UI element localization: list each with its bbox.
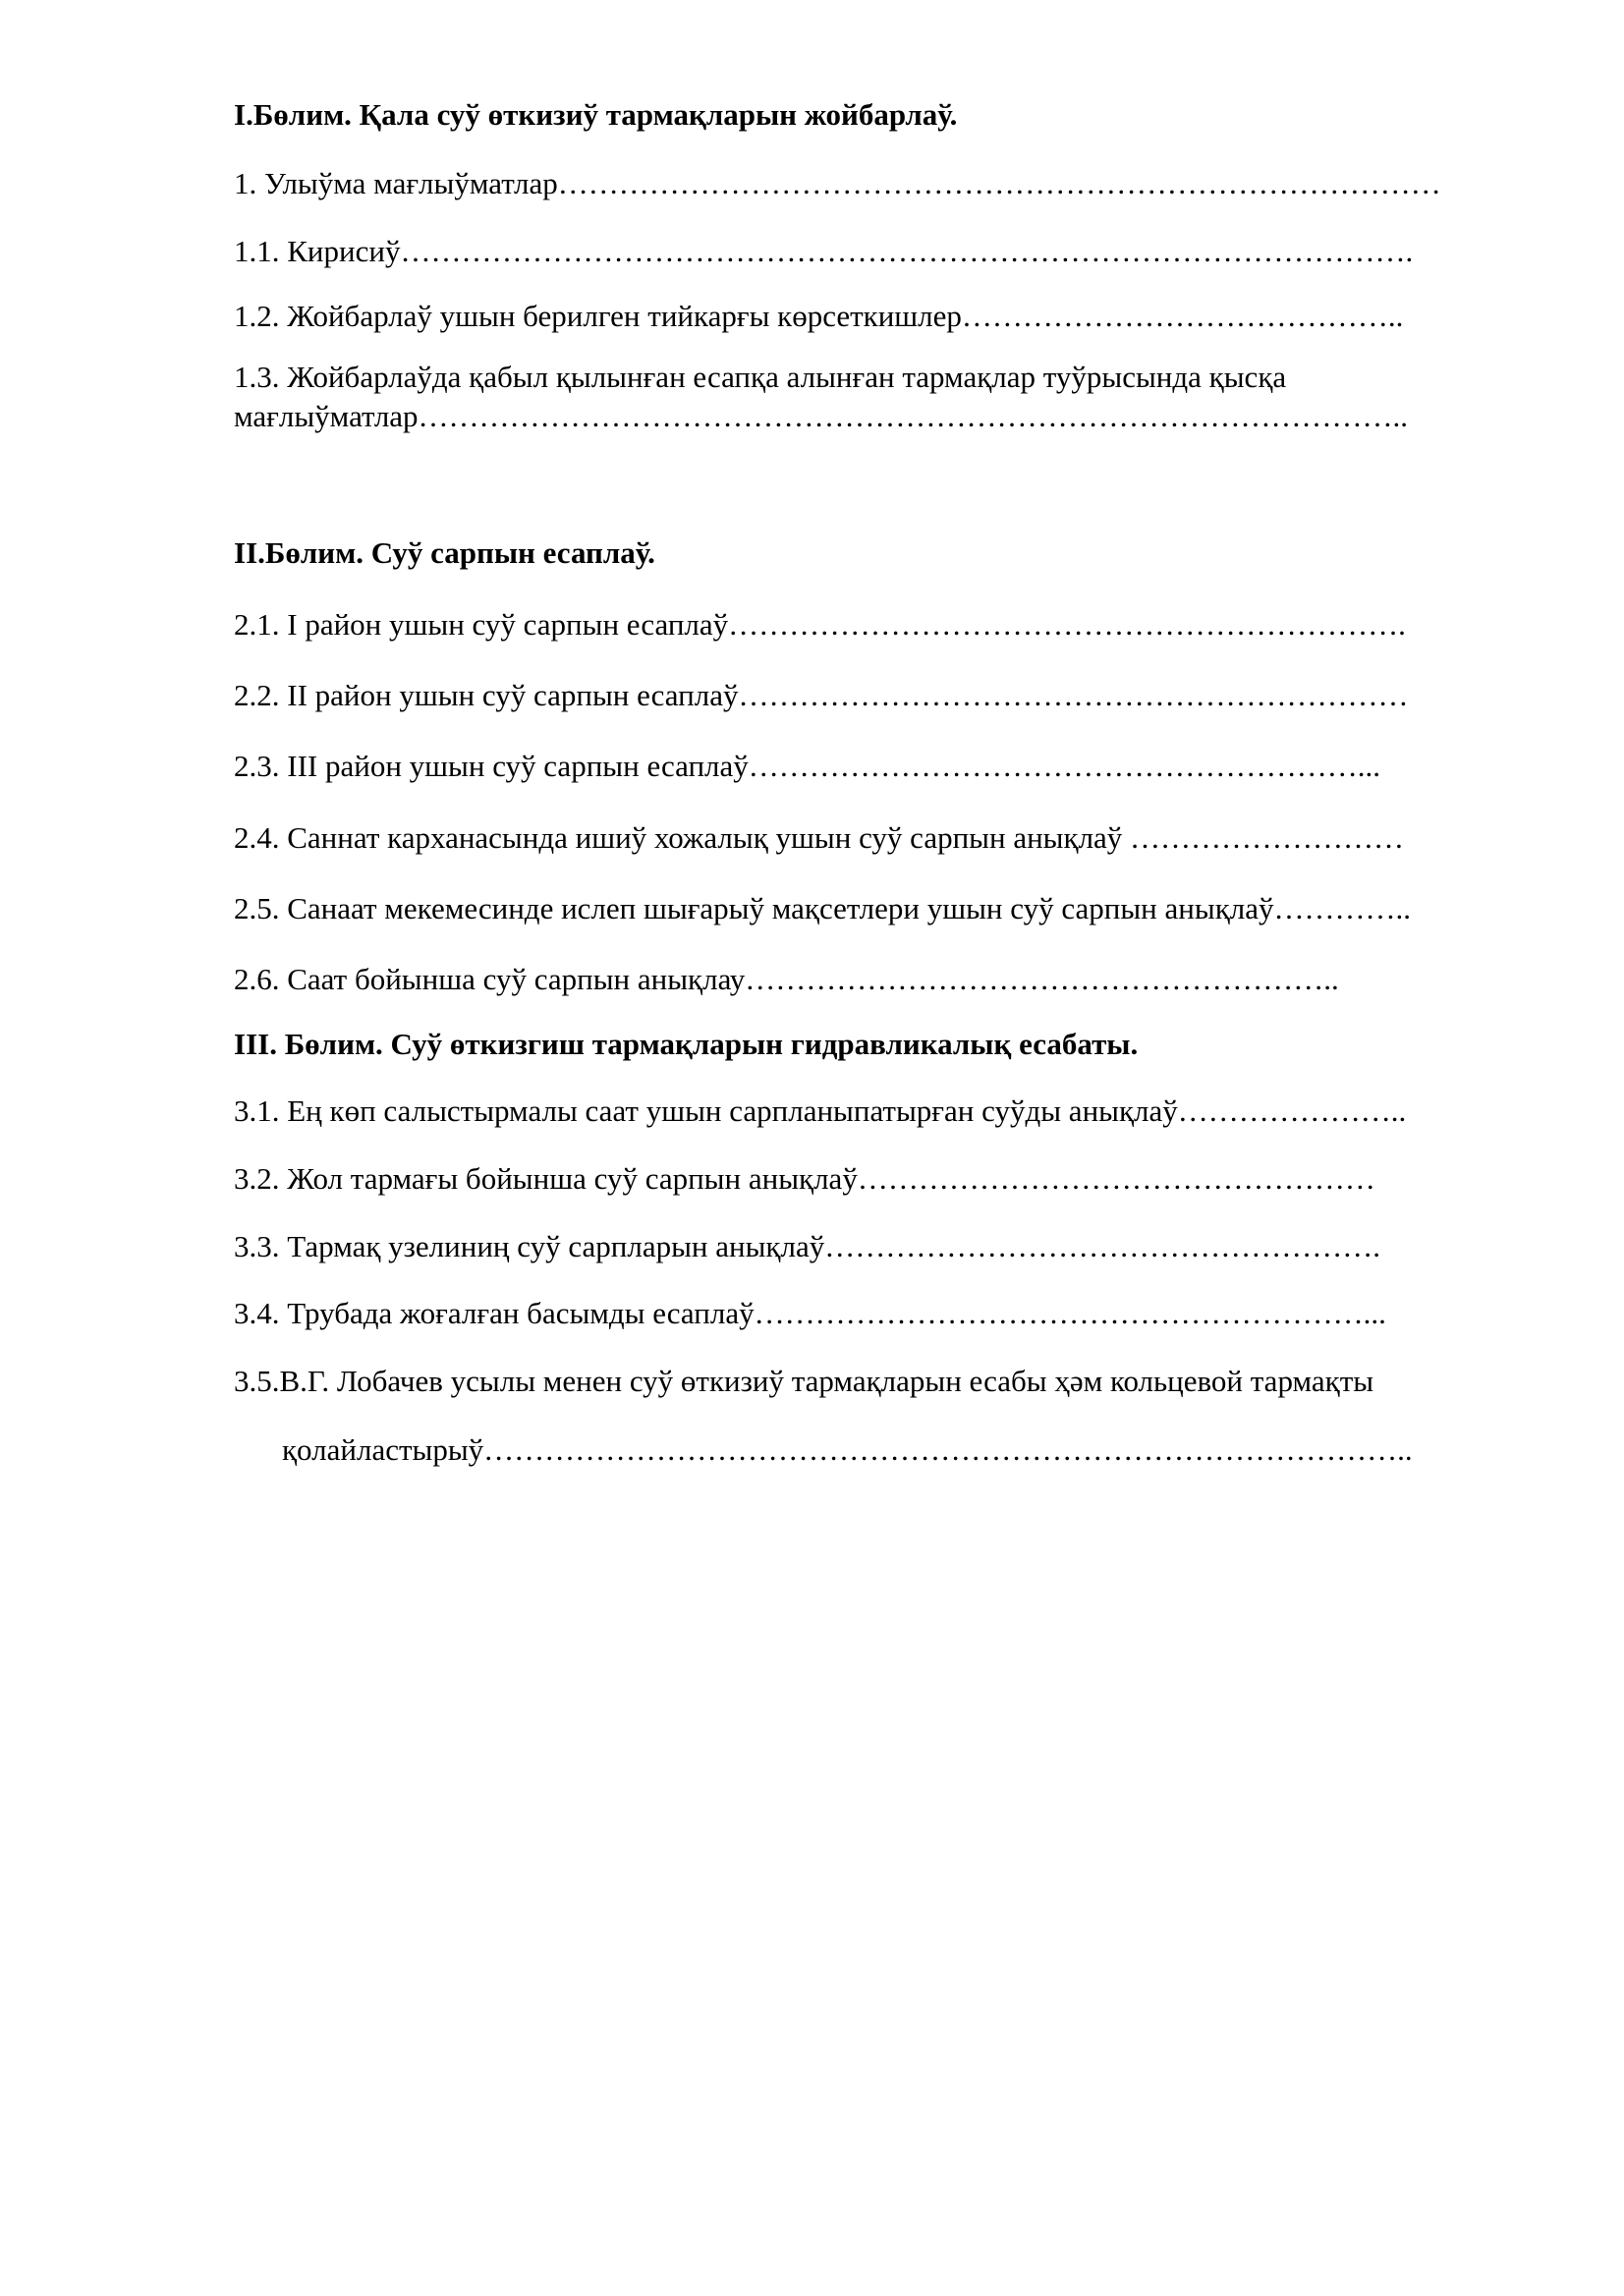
section-3-heading: III. Бөлим. Суў өткизгиш тармақларын гидравликалық есабаты. xyxy=(234,1027,1139,1061)
section-2-heading: II.Бөлим. Суў сарпын есаплаў. xyxy=(234,535,655,570)
toc-item-3-5-line1: 3.5.В.Г. Лобачев усылы менен суў өткизиў тармақларын есабы ҳәм кольцевой тармақты xyxy=(234,1364,1374,1398)
toc-item-3-4: 3.4. Трубада жоғалған басымды есаплаў……………………………………………………... xyxy=(234,1296,1386,1330)
toc-item-2-4: 2.4. Саннат карханасында ишиў хожалық ушын суў сарпын анықлаў ……………………… xyxy=(234,820,1405,855)
toc-item-1-3-line1: 1.3. Жойбарлаўда қабыл қылынған есапқа алынған тармақлар туўрысында қысқа xyxy=(234,360,1287,394)
toc-item-1-3-line2: мағлыўматлар…………………………………………………………………………………….. xyxy=(234,399,1409,433)
toc-item-3-2: 3.2. Жол тармағы бойынша суў сарпын анықлаў…………………………………………… xyxy=(234,1161,1375,1196)
toc-item-2-1: 2.1. I район ушын суў сарпын есаплаў…………………………………………………………. xyxy=(234,607,1406,642)
toc-item-1-1: 1.1. Кирисиў………………………………………………………………………………………. xyxy=(234,234,1414,268)
toc-item-2-6: 2.6. Саат бойынша суў сарпын анықлау………………………………………………….. xyxy=(234,962,1339,996)
toc-item-2-5: 2.5. Санаат мекемесинде ислеп шығарыў мақсетлери ушын суў сарпын анықлаў………….. xyxy=(234,891,1411,925)
toc-item-3-5-line2: қолайластырыў……………………………………………………………………………….. xyxy=(282,1432,1413,1467)
toc-item-3-1: 3.1. Ең көп салыстырмалы саат ушын сарпланыпатырған суўды анықлаў………………….. xyxy=(234,1093,1407,1128)
toc-item-2-2: 2.2. II район ушын суў сарпын есаплаў………………………………………………………… xyxy=(234,678,1409,712)
toc-item-1-2: 1.2. Жойбарлаў ушын берилген тийкарғы көрсеткишлер…………………………………….. xyxy=(234,299,1404,333)
toc-item-3-3: 3.3. Тармақ узелиниң суў сарпларын анықлаў………………………………………………. xyxy=(234,1229,1380,1263)
toc-item-2-3: 2.3. III район ушын суў сарпын есаплаў……………………………………………………... xyxy=(234,749,1381,783)
toc-item-1: 1. Улыўма мағлыўматлар…………………………………………………………………………… xyxy=(234,166,1441,200)
section-1-heading: I.Бөлим. Қала суў өткизиў тармақларын жойбарлаў. xyxy=(234,97,958,132)
